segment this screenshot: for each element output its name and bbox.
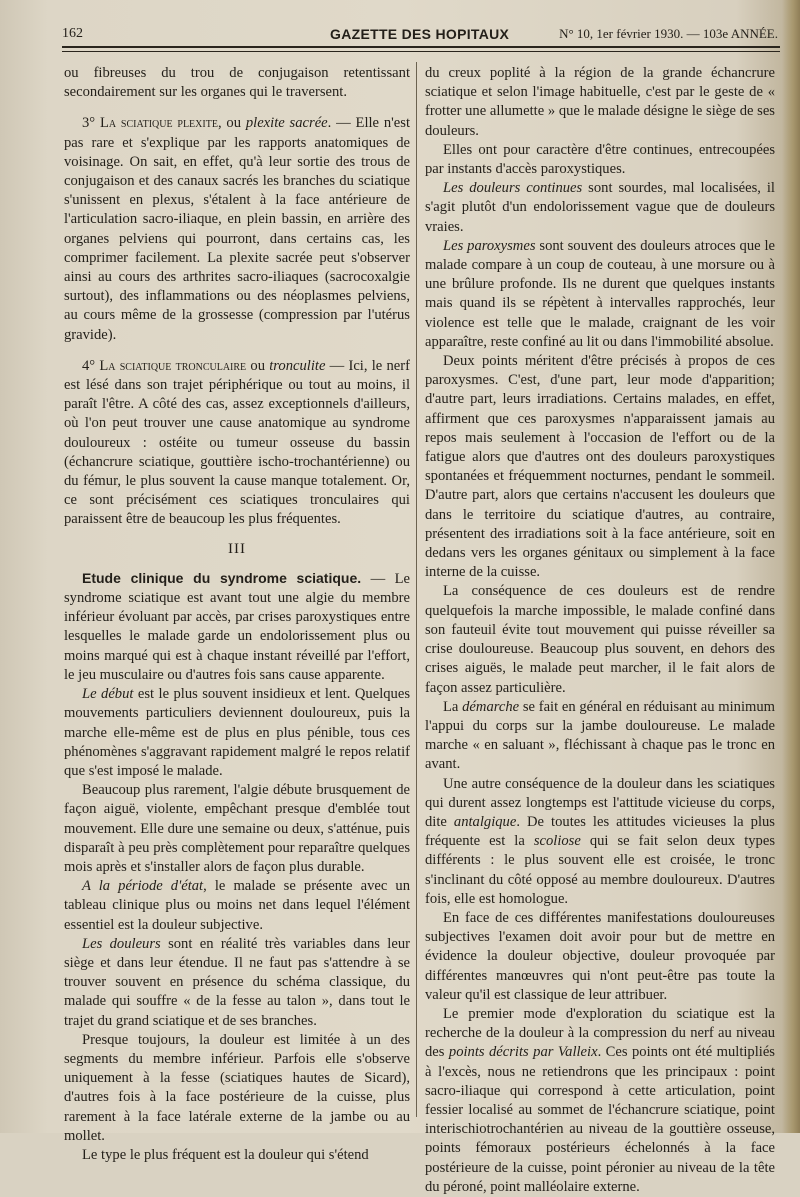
- right-column: [425, 64, 775, 1197]
- enum: 3°: [82, 115, 100, 132]
- bold-heading: Etude clinique du syndrome sciatique.: [82, 569, 362, 586]
- paragraph: Le type le plus fréquent est la douleur qui s'étend: [82, 1146, 369, 1163]
- paragraph-debut: [64, 685, 410, 781]
- journal-title: GAZETTE DES HOPITAUX: [330, 26, 510, 42]
- paragraph: du creux poplité à la région de la grande échancrure sciatique et selon l'image habituelle, c'est par le geste de « frotter une allumette » que le malade désigne le siège de ses douleurs.: [425, 65, 775, 139]
- text: Une autre conséquence de la douleur dans les sciatiques qui durent assez longtemps est l'attitude vicieuse du corps, dite: [425, 775, 775, 830]
- text: se fait en général en réduisant au minimum l'appui du corps sur la jambe douloureuse. Le malade marche « en saluant », fléchissant à chaque pas le tronc en avant.: [425, 698, 775, 773]
- italic-term: points décrits par Valleix: [448, 1044, 598, 1061]
- italic-term: A la période d'état: [82, 878, 204, 895]
- paragraph: Beaucoup plus rarement, l'algie débute brusquement de façon aiguë, violente, empêchant presque d'emblée tout mouvement. Elle dure une semaine ou deux, s'atténue, puis disparaît à peu près complètement pour reparaître quelques mois après et s'installer alors de façon plus durable.: [64, 782, 410, 875]
- text: sont souvent des douleurs atroces que le malade compare à un coup de couteau, à une morsure ou à une brûlure profonde. Ils ne durent que quelques instants mais quand ils se répètent à intervalles rapprochés, leur violence est telle que le malade, craignant de les voir apparaître, reste confiné au lit ou dans l'immobilité absolue.: [425, 237, 776, 350]
- text: qui se fait selon deux types différents : le plus souvent elle est croisée, le tronc s'inclinant du côté opposé au membre douloureux. D'autres fois, elle est homologue.: [425, 833, 775, 907]
- italic-term: Les paroxysmes: [443, 237, 536, 254]
- text: . Ces points ont été multipliés à l'excès, nous ne retiendrons que les principaux : point sacro-iliaque qui correspond à cette articulation, point fessier localisé au sommet de l'échancrure sciatique, point interischiotrochantérien au niveau de la gouttière osseuse, points fémoraux postérieurs échelonnés à la face postérieure de la cuisse, point péronier au niveau de la tête du péroné, point malléolaire externe.: [425, 1044, 775, 1195]
- text: sont en réalité très variables dans leur siège et dans leur étendue. Il ne faut pas s'attendre à se trouver souvent en présence du schéma classique, du malade qui souffre « de la fesse au talon », dans tout le trajet du grand sciatique et de ses branches.: [64, 935, 410, 1029]
- text: , le malade se présente avec un tableau clinique plus ou moins net dans lequel l'élément essentiel est la douleur subjective.: [64, 878, 410, 933]
- column-divider: [416, 62, 417, 1117]
- paragraph: Elles ont pour caractère d'être continues, entrecoupées par instants d'accès paroxystiques.: [425, 141, 775, 178]
- page-number: 162: [62, 26, 83, 41]
- issue-line: N° 10, 1er février 1930. — 103e ANNÉE.: [559, 26, 778, 41]
- paragraph-paroxysmes: [425, 237, 775, 352]
- text: . — Elle n'est pas rare et s'explique par les rapports anatomiques de voisinage. On sait, en effet, qu'à leur sortie des trous de conjugaison et des canaux sacrés les branches du sciatique s'unissent en plexus, s'étalent à la face antérieure de l'articulation sacro-iliaque, en plein bassin, en arrière des organes pelviens qui pourront, dans certains cas, les comprimer facilement. La plexite sacrée peut s'observer ainsi au cours des arthrites sacro-iliaques (sacrocoxalgie surtout), des inflammations ou des néoplasmes pelviens, au cours même de la grossesse (compression par l'utérus gravide).: [64, 115, 410, 343]
- italic-term: plexite sacrée: [245, 115, 328, 132]
- paragraph-plexite: [64, 114, 410, 344]
- paragraph-etude: [64, 569, 410, 685]
- left-column: [64, 64, 410, 1165]
- paragraph-tronculaire: [64, 357, 410, 530]
- paragraph-antalgique: [425, 775, 775, 909]
- italic-term: scoliose: [533, 833, 581, 850]
- italic-term: tronculite: [269, 357, 326, 374]
- text: , ou: [217, 115, 246, 132]
- text: est le plus souvent insidieux et lent. Quelques mouvements particuliers deviennent douloureux, puis la marche elle-même est de plus en plus pénible, tous ces phénomènes s'aggravant rapidement malgré le repos relatif que s'est imposé le malade.: [64, 686, 410, 779]
- text: sont sourdes, mal localisées, il s'agit plutôt d'un endolorissement vague que de douleurs vraies.: [425, 180, 775, 235]
- paragraph-periode: [64, 877, 410, 935]
- italic-term: Les douleurs: [82, 935, 161, 952]
- small-caps-heading: La sciatique plexite: [99, 115, 218, 132]
- page-header: [62, 26, 778, 46]
- paragraph: La conséquence de ces douleurs est de rendre quelquefois la marche impossible, le malade confiné dans son fauteuil évite tout mouvement qui puisse réveiller sa crise douloureuse. Beaucoup plus souvent, en dehors des crises aiguës, le malade peut marcher, il le fait alors de façon assez particulière.: [425, 583, 775, 696]
- paragraph: Presque toujours, la douleur est limitée à un des segments du membre inférieur. Parfois elle s'observe uniquement à la fesse (sciatiques hautes de Sicard), d'autres fois à la face postérieure de la cuisse, plus rarement à la face latérale externe de la jambe ou au mollet.: [64, 1031, 410, 1144]
- paragraph: En face de ces différentes manifestations douloureuses subjectives l'examen doit avoir pour but de mettre en évidence la douleur objective, douleur provoquée par différentes manœuvres qui n'ont peut-être pas toute la valeur qu'il est classique de leur attribuer.: [425, 909, 775, 1003]
- italic-term: Le début: [82, 686, 134, 703]
- enum: 4°: [82, 357, 100, 374]
- text: ou: [246, 357, 270, 374]
- header-rule: [62, 46, 780, 48]
- paragraph: Deux points méritent d'être précisés à propos de ces paroxysmes. C'est, d'une part, leur mode d'apparition; d'autre part, leurs irradiations. Certains malades, en effet, affirment que ces paroxysmes n'apparaissent jamais au repos mais seulement à l'occasion de l'effort ou de la fatigue alors que d'autres ont des douleurs paroxystiques spontanées et fréquemment nocturnes, pendant le sommeil. D'autre part, alors que certains n'accusent les douleurs que dans le territoire du sciatique d'autres, au contraire, présentent des irradiations soit à la face antérieure, soit en dedans vers les organes génitaux ou simplement à la face interne de la cuisse.: [425, 353, 775, 581]
- text: . De toutes les attitudes vicieuses la plus fréquente est la: [425, 813, 775, 850]
- italic-term: Les douleurs continues: [443, 180, 583, 197]
- section-heading: III: [228, 540, 246, 557]
- paragraph-valleix: [425, 1005, 775, 1197]
- paragraph-douleurs: [64, 935, 410, 1031]
- italic-term: antalgique: [453, 813, 517, 830]
- small-caps-heading: La sciatique tronculaire: [99, 357, 247, 374]
- text: — Ici, le nerf est lésé dans son trajet périphérique ou tout au moins, il paraît l'être. A côté des cas, assez exceptionnels d'ailleurs, où l'on peut trouver une cause anatomique au syndrome douloureux : ostéite ou tumeur osseuse du bassin (échancrure sciatique, gouttière ischo-trochantérienne) ou du fémur, le plus souvent la cause manque totalement. Or, ce sont précisément ces sciatiques tronculaires qui paraissent être de beaucoup les plus fréquentes.: [64, 357, 410, 528]
- header-rule-thin: [62, 51, 780, 52]
- page-edge-shadow: [782, 0, 800, 1133]
- italic-term: démarche: [462, 698, 520, 715]
- text: — Le syndrome sciatique est avant tout une algie du membre inférieur évoluant par accès, par crises paroxystiques entre lesquelles le malade garde un endolorissement plus ou moins marqué qui est à chaque instant réveillé par l'effort, le jeu musculaire ou d'autres fois sans cause apparente.: [64, 570, 410, 683]
- paragraph-continues: [425, 179, 775, 237]
- paragraph: ou fibreuses du trou de conjugaison retentissant secondairement sur les organes qui le traversent.: [64, 65, 410, 101]
- paragraph-demarche: [425, 698, 775, 775]
- text: La: [443, 698, 463, 715]
- text: Le premier mode d'exploration du sciatique est la recherche de la douleur à la compression du nerf au niveau des: [425, 1005, 775, 1061]
